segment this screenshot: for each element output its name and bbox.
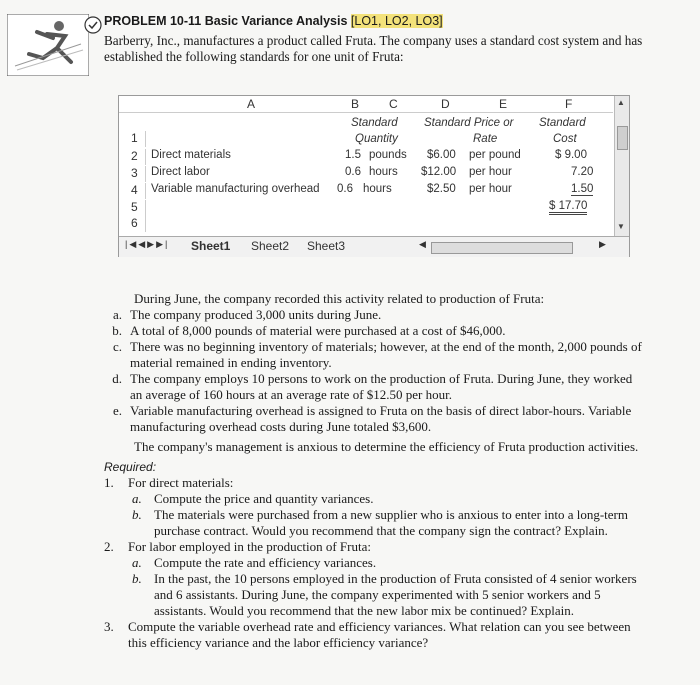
sub-question xyxy=(104,555,644,571)
item-qty: 1.5 xyxy=(345,149,361,161)
question-text: For direct materials: xyxy=(128,475,234,490)
row-3: 3 xyxy=(131,166,146,182)
question xyxy=(104,619,644,651)
scroll-up-icon[interactable]: ▲ xyxy=(617,98,625,107)
scroll-down-icon[interactable]: ▼ xyxy=(617,222,625,231)
item-per: per hour xyxy=(469,166,512,178)
question-label: 2. xyxy=(104,539,114,554)
horizontal-scrollbar[interactable] xyxy=(431,242,573,254)
question-text: Compute the variable overhead rate and efficiency variances. What relation can you see between this efficiency variance and the labor efficiency variance? xyxy=(128,619,631,650)
hdr-cost-1: Standard xyxy=(539,117,586,129)
list-text: The company produced 3,000 units during June. xyxy=(130,307,382,322)
item-per: per pound xyxy=(469,149,521,161)
column-headers xyxy=(119,96,613,113)
row-2: 2 xyxy=(131,149,146,165)
sub-question-label: b. xyxy=(132,571,142,586)
sub-question-text: Compute the price and quantity variances. xyxy=(154,491,374,506)
item-unit: hours xyxy=(363,183,392,195)
list-item xyxy=(104,323,644,339)
horizontal-scroll-left-icon[interactable]: ◀ xyxy=(419,239,426,249)
row-1: 1 xyxy=(131,131,146,147)
question-text: For labor employed in the production of Fruta: xyxy=(128,539,371,554)
question xyxy=(104,475,644,491)
sub-question xyxy=(104,571,644,619)
item-qty: 0.6 xyxy=(337,183,353,195)
sub-question-text: In the past, the 10 persons employed in the production of Fruta consisted of 4 senior workers and 6 assistants. During June, the company experimented with 5 senior workers and 5 assistants. Would you recommend that the new labor mix be continued? Explain. xyxy=(154,571,637,618)
list-label: a. xyxy=(112,307,122,322)
activity-intro: During June, the company recorded this activity related to production of Fruta: xyxy=(134,291,545,306)
problem-name: PROBLEM 10-11 Basic Variance Analysis xyxy=(104,14,348,28)
tab-sheet2[interactable]: Sheet2 xyxy=(251,239,290,253)
tab-navigation-icon[interactable]: |◀◀▶▶| xyxy=(125,239,170,249)
list-text: A total of 8,000 pounds of material were purchased at a cost of $46,000. xyxy=(130,323,506,338)
hdr-cost-2: Cost xyxy=(553,133,577,145)
list-text: The company employs 10 persons to work on the production of Fruta. During June, they worked an average of 160 hours at an average rate of $12.50 per hour. xyxy=(130,371,633,402)
col-c: C xyxy=(389,97,398,111)
sub-question-label: a. xyxy=(132,491,142,506)
item-label: Direct materials xyxy=(151,149,231,161)
list-text: Variable manufacturing overhead is assigned to Fruta on the basis of direct labor-hours. Variable manufacturing overhead costs during June totaled $3,600. xyxy=(130,403,632,434)
sub-question xyxy=(104,507,644,539)
hdr-qty-2: Quantity xyxy=(355,133,398,145)
sub-question-text: Compute the rate and efficiency variances. xyxy=(154,555,377,570)
tab-sheet1[interactable]: Sheet1 xyxy=(191,239,231,253)
item-cost: 1.50 xyxy=(571,183,594,195)
question-label: 3. xyxy=(104,619,114,634)
hdr-price-1: Standard Price or xyxy=(424,117,514,129)
col-f: F xyxy=(565,97,573,111)
problem-intro: Barberry, Inc., manufactures a product called Fruta. The company uses a standard cost system and has established the following standards for one unit of Fruta: xyxy=(104,33,643,64)
item-unit: hours xyxy=(369,166,398,178)
runner-figure-icon xyxy=(7,14,89,76)
col-b: B xyxy=(351,97,360,111)
list-item xyxy=(104,403,644,435)
item-label: Direct labor xyxy=(151,166,210,178)
row-6: 6 xyxy=(131,216,146,232)
list-label: d. xyxy=(112,371,122,386)
list-item xyxy=(104,339,644,371)
sub-question xyxy=(104,491,644,507)
required-heading: Required: xyxy=(104,460,157,474)
list-item xyxy=(104,307,644,323)
problem-marker-icon xyxy=(84,16,102,34)
sub-question-label: a. xyxy=(132,555,142,570)
item-qty: 0.6 xyxy=(345,166,361,178)
row-4: 4 xyxy=(131,183,146,199)
hdr-price-2: Rate xyxy=(473,133,498,145)
list-label: b. xyxy=(112,323,122,338)
hdr-qty-1: Standard xyxy=(351,117,398,129)
item-cost: $ 9.00 xyxy=(555,149,587,161)
row-5: 5 xyxy=(131,200,146,216)
item-price: $12.00 xyxy=(421,166,457,178)
item-price: $6.00 xyxy=(427,149,456,161)
item-cost: 7.20 xyxy=(571,166,594,178)
learning-objectives: [LO1, LO2, LO3] xyxy=(350,14,443,28)
sheet-tabs-bar xyxy=(119,236,629,257)
sub-question-text: The materials were purchased from a new supplier who is anxious to enter into a long-term purchase contract. Would you recommend that the company sign the contract? Explain. xyxy=(154,507,628,538)
item-price: $2.50 xyxy=(427,183,456,195)
tab-sheet3[interactable]: Sheet3 xyxy=(307,239,346,253)
problem-body xyxy=(104,291,644,651)
vertical-scrollbar[interactable] xyxy=(614,96,629,236)
col-e: E xyxy=(499,97,508,111)
item-per: per hour xyxy=(469,183,512,195)
list-label: c. xyxy=(112,339,122,354)
horizontal-scroll-right-icon[interactable]: ▶ xyxy=(599,239,606,249)
list-item xyxy=(104,371,644,403)
item-unit: pounds xyxy=(369,149,407,161)
item-label: Variable manufacturing overhead xyxy=(151,183,320,195)
list-text: There was no beginning inventory of materials; however, at the end of the month, 2,000 pounds of material remained in ending inventory. xyxy=(130,339,642,370)
col-a: A xyxy=(247,97,256,111)
total-standard-cost: $ 17.70 xyxy=(549,200,587,215)
question xyxy=(104,539,644,555)
scroll-thumb[interactable] xyxy=(617,126,628,150)
question-label: 1. xyxy=(104,475,114,490)
problem-title xyxy=(104,14,443,28)
sub-question-label: b. xyxy=(132,507,142,522)
standards-spreadsheet xyxy=(118,95,630,257)
col-d: D xyxy=(441,97,450,111)
activity-closing: The company's management is anxious to determine the efficiency of Fruta production activities. xyxy=(134,439,639,454)
list-label: e. xyxy=(112,403,122,418)
